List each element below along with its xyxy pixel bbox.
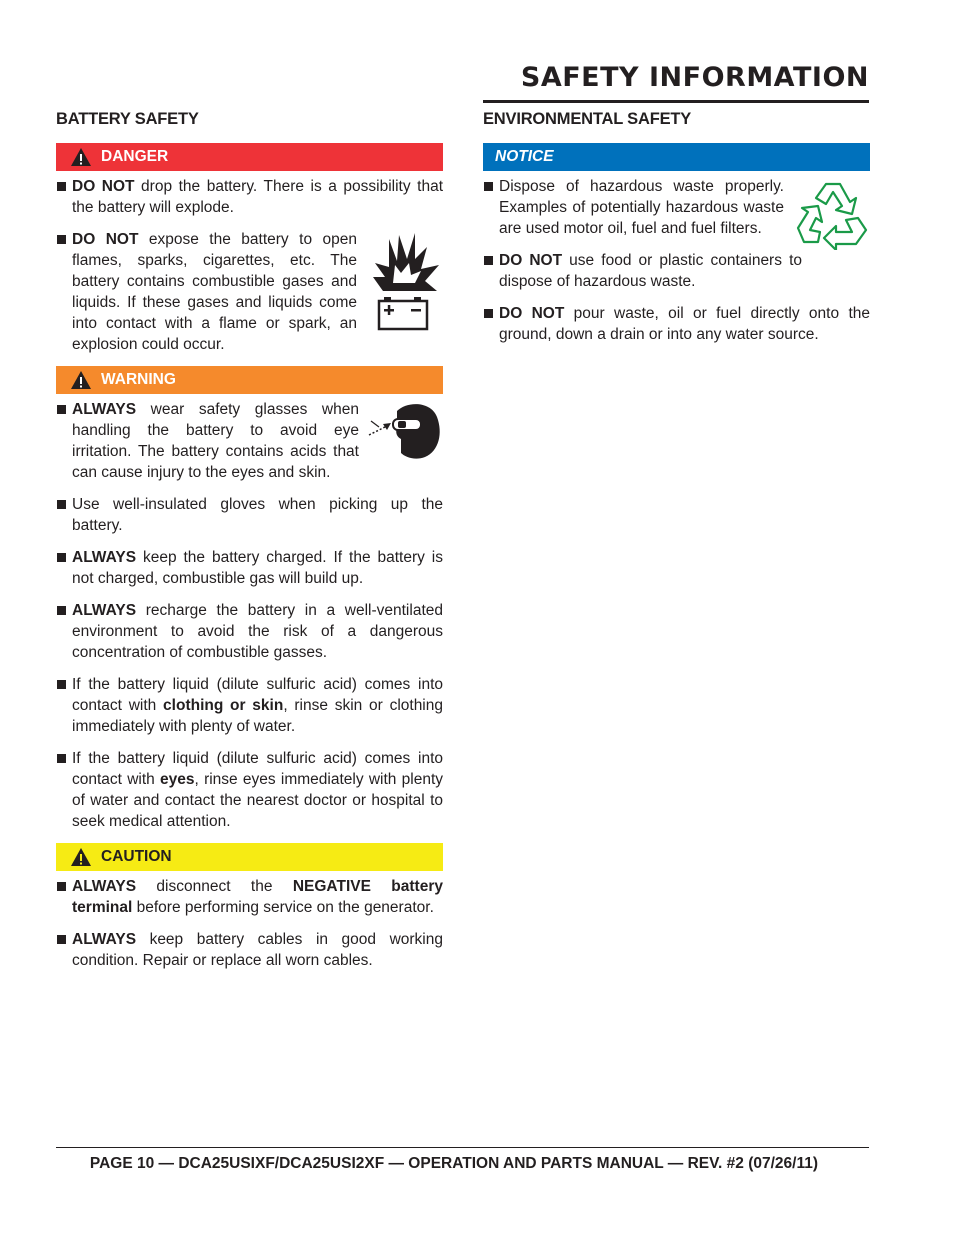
list-item: If the battery liquid (dilute sulfuric acid) comes into contact with eyes, rinse eyes immediately with plenty of water and contact the nearest doctor or hospital to seek medical attention.	[56, 748, 443, 832]
battery-safety-heading: BATTERY SAFETY	[56, 110, 199, 128]
warning-banner	[56, 366, 443, 394]
environmental-safety-column	[483, 110, 870, 356]
battery-explosion-icon	[369, 229, 443, 335]
list-item: ALWAYS recharge the battery in a well-ventilated environment to avoid the risk of a dangerous concentration of combustible gasses.	[56, 600, 443, 663]
danger-banner	[56, 143, 443, 171]
recycle-icon	[796, 176, 870, 250]
caution-label: CAUTION	[101, 848, 172, 865]
list-item: ALWAYS keep battery cables in good working condition. Repair or replace all worn cables.	[56, 929, 443, 971]
page-title: SAFETY INFORMATION	[520, 62, 869, 93]
danger-label: DANGER	[101, 148, 169, 165]
battery-safety-column	[56, 110, 443, 982]
caution-banner	[56, 843, 443, 871]
warning-label: WARNING	[101, 371, 176, 388]
list-item: Dispose of hazardous waste properly. Examples of potentially hazardous waste are used motor oil, fuel and fuel filters.	[483, 176, 784, 239]
list-item-with-icon	[56, 399, 443, 494]
list-item-with-icon	[483, 176, 870, 250]
list-item: Use well-insulated gloves when picking up the battery.	[56, 494, 443, 536]
page-footer: PAGE 10 — DCA25USIXF/DCA25USI2XF — OPERATION AND PARTS MANUAL — REV. #2 (07/26/11)	[89, 1155, 818, 1172]
alert-triangle-icon	[70, 370, 92, 390]
list-item: ALWAYS wear safety glasses when handling the battery to avoid eye irritation. The battery contains acids that can cause injury to the eyes and skin.	[56, 399, 359, 483]
notice-label: NOTICE	[495, 148, 554, 165]
safety-glasses-icon	[367, 399, 443, 463]
title-rule	[483, 100, 869, 103]
list-item: ALWAYS disconnect the NEGATIVE battery terminal before performing service on the generator.	[56, 876, 443, 918]
list-item: DO NOT pour waste, oil or fuel directly onto the ground, down a drain or into any water source.	[483, 303, 870, 345]
environmental-safety-heading: ENVIRONMENTAL SAFETY	[483, 110, 692, 128]
list-item-with-icon	[56, 229, 443, 366]
footer-rule	[56, 1147, 869, 1148]
list-item: DO NOT expose the battery to open flames, sparks, cigarettes, etc. The battery contains combustible gases and liquids. If these gases and liquids come into contact with a flame or spark, an explosion could occur.	[56, 229, 357, 355]
list-item: If the battery liquid (dilute sulfuric acid) comes into contact with clothing or skin, rinse skin or clothing immediately with plenty of water.	[56, 674, 443, 737]
alert-triangle-icon	[70, 847, 92, 867]
list-item: DO NOT use food or plastic containers to dispose of hazardous waste.	[483, 250, 802, 292]
list-item: ALWAYS keep the battery charged. If the battery is not charged, combustible gas will build up.	[56, 547, 443, 589]
notice-banner	[483, 143, 870, 171]
alert-triangle-icon	[70, 147, 92, 167]
list-item: DO NOT drop the battery. There is a possibility that the battery will explode.	[56, 176, 443, 218]
